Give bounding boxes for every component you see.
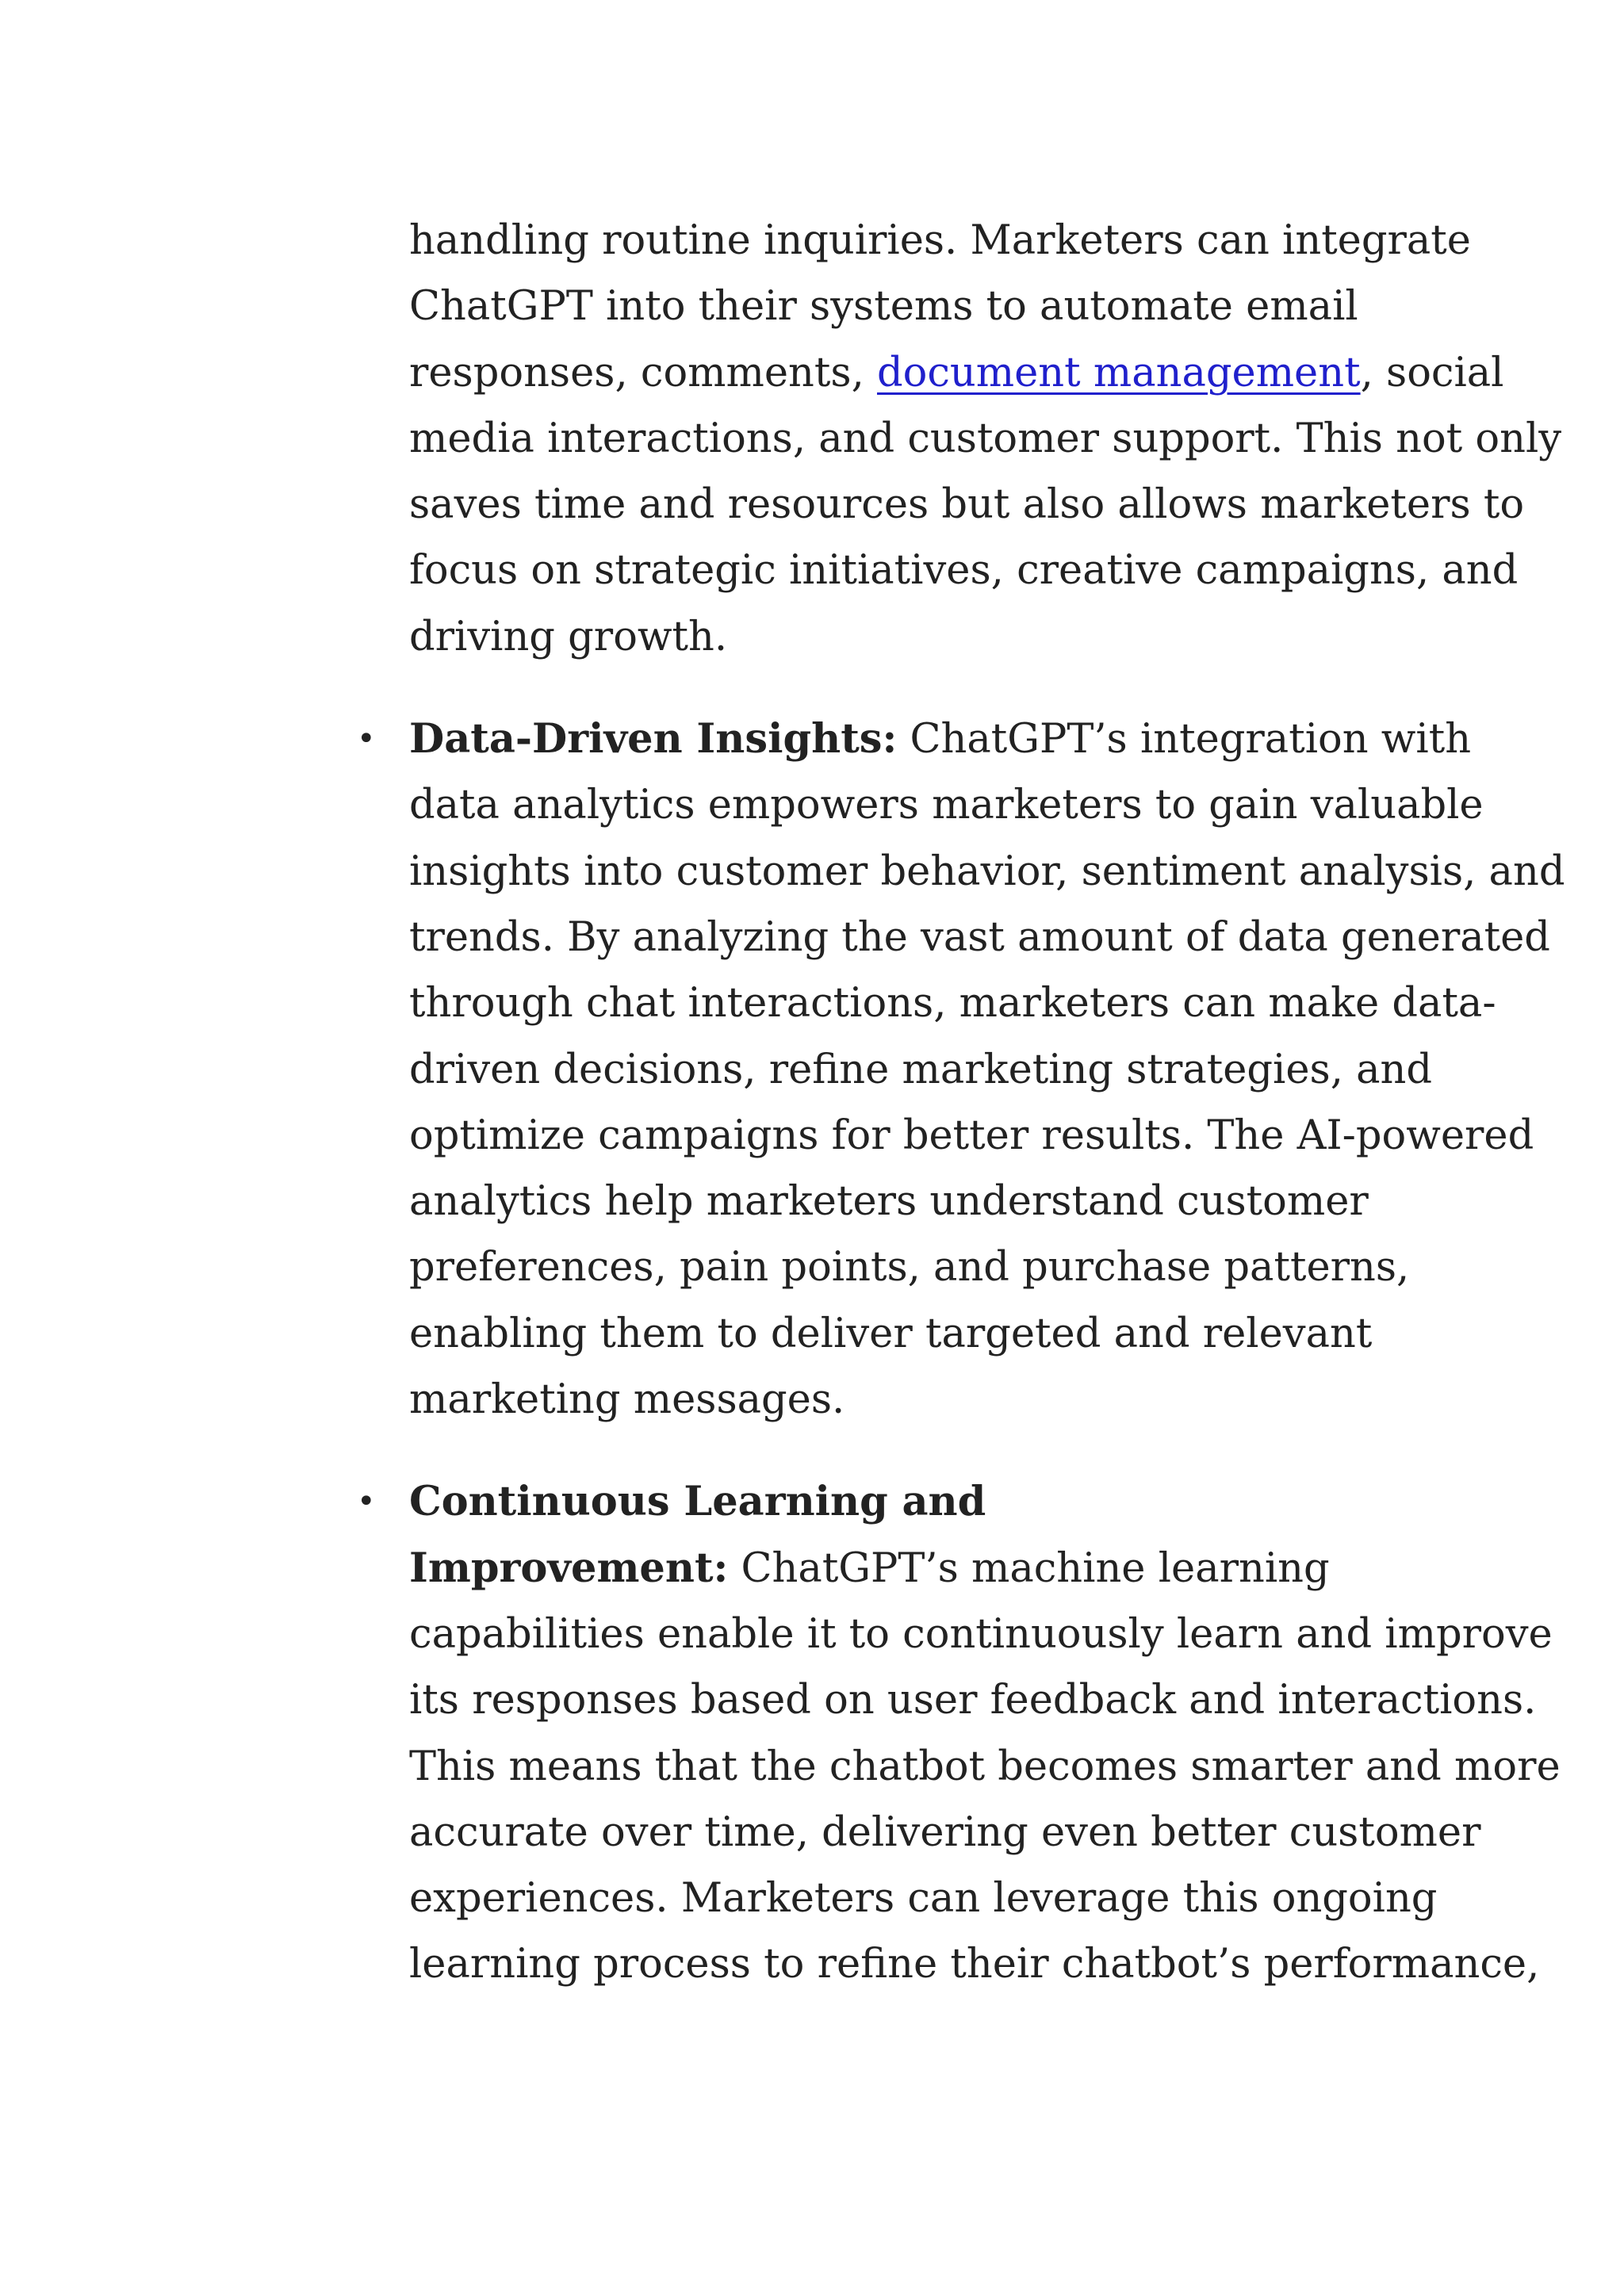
bullet-icon: • (357, 1483, 376, 1521)
text-line: optimize campaigns for better results. The AI-powered (409, 1112, 1534, 1159)
text-line: enabling them to deliver targeted and relevant (409, 1310, 1373, 1357)
text-line (409, 1536, 1440, 1601)
text-segment: , social (1360, 349, 1504, 396)
text-line: saves time and resources but also allows marketers to (409, 481, 1525, 529)
text-line: accurate over time, delivering even better customer (409, 1808, 1481, 1856)
text-segment: responses, comments, (409, 349, 877, 396)
paragraph-spacer (409, 670, 1440, 706)
text-line (409, 1469, 1440, 1535)
bullet-heading: Continuous Learning and (409, 1478, 986, 1526)
text-line: analytics help marketers understand customer (409, 1178, 1369, 1226)
text-line (409, 340, 1504, 406)
paragraph-spacer (409, 1433, 1440, 1469)
text-line: preferences, pain points, and purchase patterns, (409, 1244, 1410, 1292)
text-line: This means that the chatbot becomes smarter and more (409, 1743, 1561, 1790)
text-line: driving growth. (409, 613, 728, 660)
text-line: ChatGPT into their systems to automate email (409, 283, 1358, 331)
list-item-continuous-learning (357, 1469, 1561, 1997)
list-item-data-driven-insights (357, 706, 1565, 1433)
text-line: capabilities enable it to continuously learn and improve (409, 1610, 1553, 1658)
text-segment: ChatGPT’s machine learning (728, 1544, 1330, 1592)
text-line: handling routine inquiries. Marketers can integrate (409, 217, 1471, 264)
text-line: experiences. Marketers can leverage this ongoing (409, 1875, 1438, 1923)
text-line: data analytics empowers marketers to gain valuable (409, 782, 1484, 829)
bullet-icon: • (357, 721, 376, 758)
bullet-heading: Data-Driven Insights: (409, 715, 898, 763)
text-line: its responses based on user feedback and interactions. (409, 1677, 1537, 1724)
text-line: trends. By analyzing the vast amount of data generated (409, 913, 1550, 961)
text-line: learning process to refine their chatbot’s performance, (409, 1941, 1540, 1988)
text-line: focus on strategic initiatives, creative campaigns, and (409, 547, 1519, 595)
text-line: driven decisions, refine marketing strategies, and (409, 1046, 1433, 1093)
text-line (409, 706, 1472, 772)
text-line: marketing messages. (409, 1376, 845, 1424)
text-line: insights into customer behavior, sentiment analysis, and (409, 848, 1565, 895)
text-line: through chat interactions, marketers can make data- (409, 980, 1496, 1027)
text-segment: ChatGPT’s integration with (897, 716, 1472, 763)
document-management-link[interactable]: document management (877, 349, 1361, 396)
intro-paragraph (409, 208, 1562, 670)
article-body (357, 208, 1565, 1998)
text-line: media interactions, and customer support. This not only (409, 415, 1562, 462)
bullet-heading: Improvement: (409, 1544, 729, 1592)
